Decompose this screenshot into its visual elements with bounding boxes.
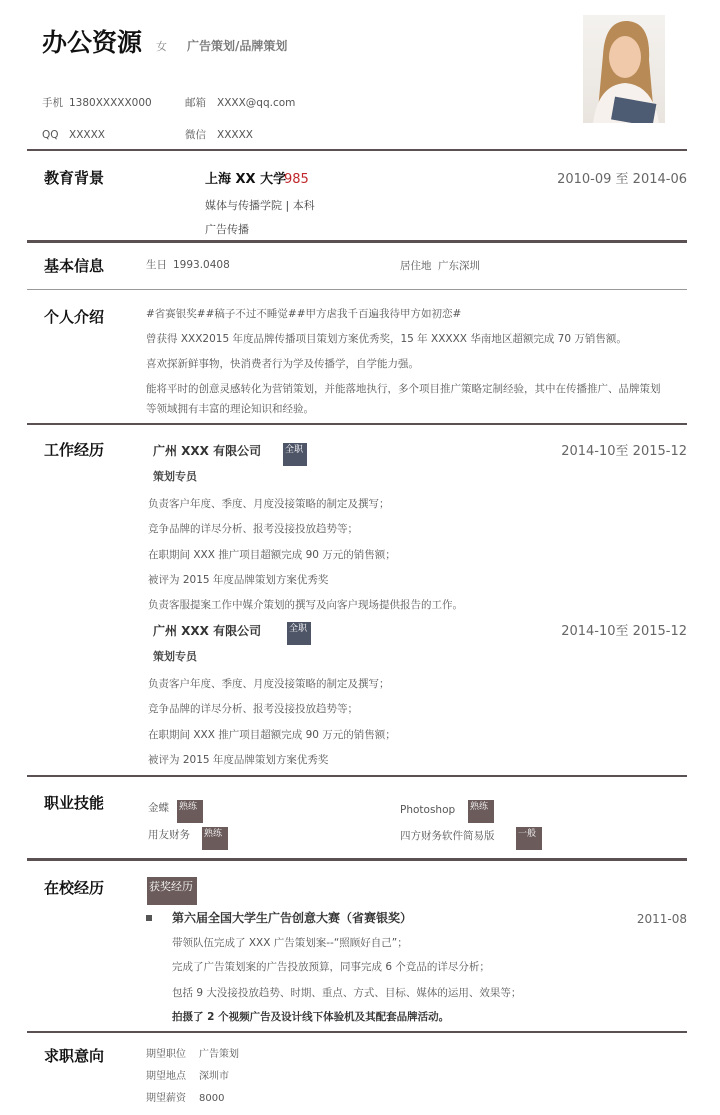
skill-level-badge: 一般 [516, 827, 542, 850]
work-heading: 工作经历 [44, 441, 105, 459]
award-item: 拍摄了 2 个视频广告及设计线下体验机及其配套品牌活动。 [172, 1011, 450, 1023]
school-rank: 985 [284, 172, 309, 187]
company-name: 广州 XXX 有限公司 [153, 444, 262, 458]
intent-value: 深圳市 [199, 1071, 229, 1082]
skill-name: 用友财务 [148, 829, 190, 841]
intent-label: 期望薪资 [146, 1093, 186, 1104]
divider [27, 149, 687, 151]
divider [27, 1031, 687, 1033]
skill-level-badge: 熟练 [202, 827, 228, 850]
company-name: 广州 XXX 有限公司 [153, 624, 262, 638]
divider [27, 858, 687, 861]
job-date: 2014-10至 2015-12 [561, 624, 687, 639]
award-tag: 获奖经历 [147, 877, 197, 905]
skill-level-badge: 熟练 [177, 800, 203, 823]
education-heading: 教育背景 [44, 169, 105, 187]
gender: 女 [156, 40, 167, 53]
skill-name: Photoshop [400, 804, 456, 816]
job-date: 2014-10至 2015-12 [561, 444, 687, 459]
location-label: 居住地 [400, 260, 432, 272]
job-duty: 竞争品牌的详尽分析、报考没接投放趋势等； [148, 523, 358, 535]
intro-heading: 个人介绍 [44, 308, 105, 326]
qq-value: XXXXX [69, 129, 105, 141]
divider [27, 289, 687, 290]
wechat-value: XXXXX [217, 129, 253, 141]
intro-line: 喜欢探新鲜事物，快消费者行为学及传播学，自学能力强。 [146, 358, 419, 370]
job-duty: 竞争品牌的详尽分析、报考没接投放趋势等； [148, 703, 358, 715]
award-item: 带领队伍完成了 XXX 广告策划案--“照顾好自己”； [172, 937, 408, 949]
job-duty: 被评为 2015 年度品牌策划方案优秀奖 [148, 754, 329, 766]
job-duty: 负责客户年度、季度、月度没接策略的制定及撰写； [148, 678, 390, 690]
phone-value: 1380XXXXX000 [69, 97, 152, 109]
bullet-icon [146, 915, 152, 921]
basic-info-heading: 基本信息 [44, 257, 105, 275]
job-duty: 在职期间 XXX 推广项目超额完成 90 万元的销售额； [148, 549, 396, 561]
award-item: 包括 9 大没接投放趋势、时期、重点、方式、目标、媒体的运用、效果等； [172, 987, 522, 999]
intent-heading: 求职意向 [44, 1047, 105, 1065]
award-title: 第六届全国大学生广告创意大赛（省赛银奖） [172, 911, 413, 925]
job-type-badge: 全职 [283, 443, 307, 466]
location-value: 广东深圳 [438, 260, 480, 272]
qq-label: QQ [42, 129, 59, 141]
intent-value: 8000 [199, 1093, 225, 1104]
intent-label: 期望地点 [146, 1071, 186, 1082]
campus-heading: 在校经历 [44, 879, 105, 897]
education-date: 2010-09 至 2014-06 [557, 172, 687, 187]
divider [27, 423, 687, 425]
skill-name: 金蝶 [148, 802, 169, 814]
divider [27, 240, 687, 243]
intro-line: 曾获得 XXX2015 年度品牌传播项目策划方案优秀奖，15 年 XXXXX 华南地区超额完成 70 万销售额。 [146, 333, 627, 345]
award-item: 完成了广告策划案的广告投放预算，同事完成 6 个竞品的详尽分析； [172, 961, 490, 973]
wechat-label: 微信 [185, 129, 206, 141]
birth-value: 1993.0408 [173, 259, 230, 271]
award-date: 2011-08 [636, 912, 687, 926]
phone-label: 手机 [42, 97, 63, 109]
email-value: XXXX@qq.com [217, 97, 296, 109]
skill-level-badge: 熟练 [468, 800, 494, 823]
job-role: 策划专员 [153, 470, 197, 483]
skill-name: 四方财务软件简易版 [400, 830, 495, 842]
birth-label: 生日 [146, 259, 167, 271]
job-duty: 负责客户年度、季度、月度没接策略的制定及撰写； [148, 498, 390, 510]
divider [27, 775, 687, 777]
profile-photo [583, 15, 665, 123]
intent-label: 期望职位 [146, 1049, 186, 1060]
job-duty: 负责客服提案工作中媒介策划的撰写及向客户现场提供报告的工作。 [148, 599, 463, 611]
intent-value: 广告策划 [199, 1049, 239, 1060]
intro-line: 等领域拥有丰富的理论知识和经验。 [146, 403, 314, 415]
school-name: 上海 XX 大学 [205, 172, 287, 187]
target-position: 广告策划/品牌策划 [187, 39, 288, 53]
job-duty: 在职期间 XXX 推广项目超额完成 90 万元的销售额； [148, 729, 396, 741]
intro-line: #省赛银奖##稿子不过不睡觉##甲方虐我千百遍我待甲方如初恋# [146, 308, 462, 320]
skills-heading: 职业技能 [44, 794, 105, 812]
college: 媒体与传播学院 | 本科 [205, 199, 315, 212]
job-type-badge: 全职 [287, 622, 311, 645]
candidate-name: 办公资源 [42, 28, 143, 57]
intro-line: 能将平时的创意灵感转化为营销策划，并能落地执行，多个项目推广策略定制经验，其中在传播推广、品牌策划 [146, 383, 661, 395]
job-duty: 被评为 2015 年度品牌策划方案优秀奖 [148, 574, 329, 586]
major: 广告传播 [205, 223, 249, 236]
job-role: 策划专员 [153, 650, 197, 663]
email-label: 邮箱 [185, 97, 206, 109]
